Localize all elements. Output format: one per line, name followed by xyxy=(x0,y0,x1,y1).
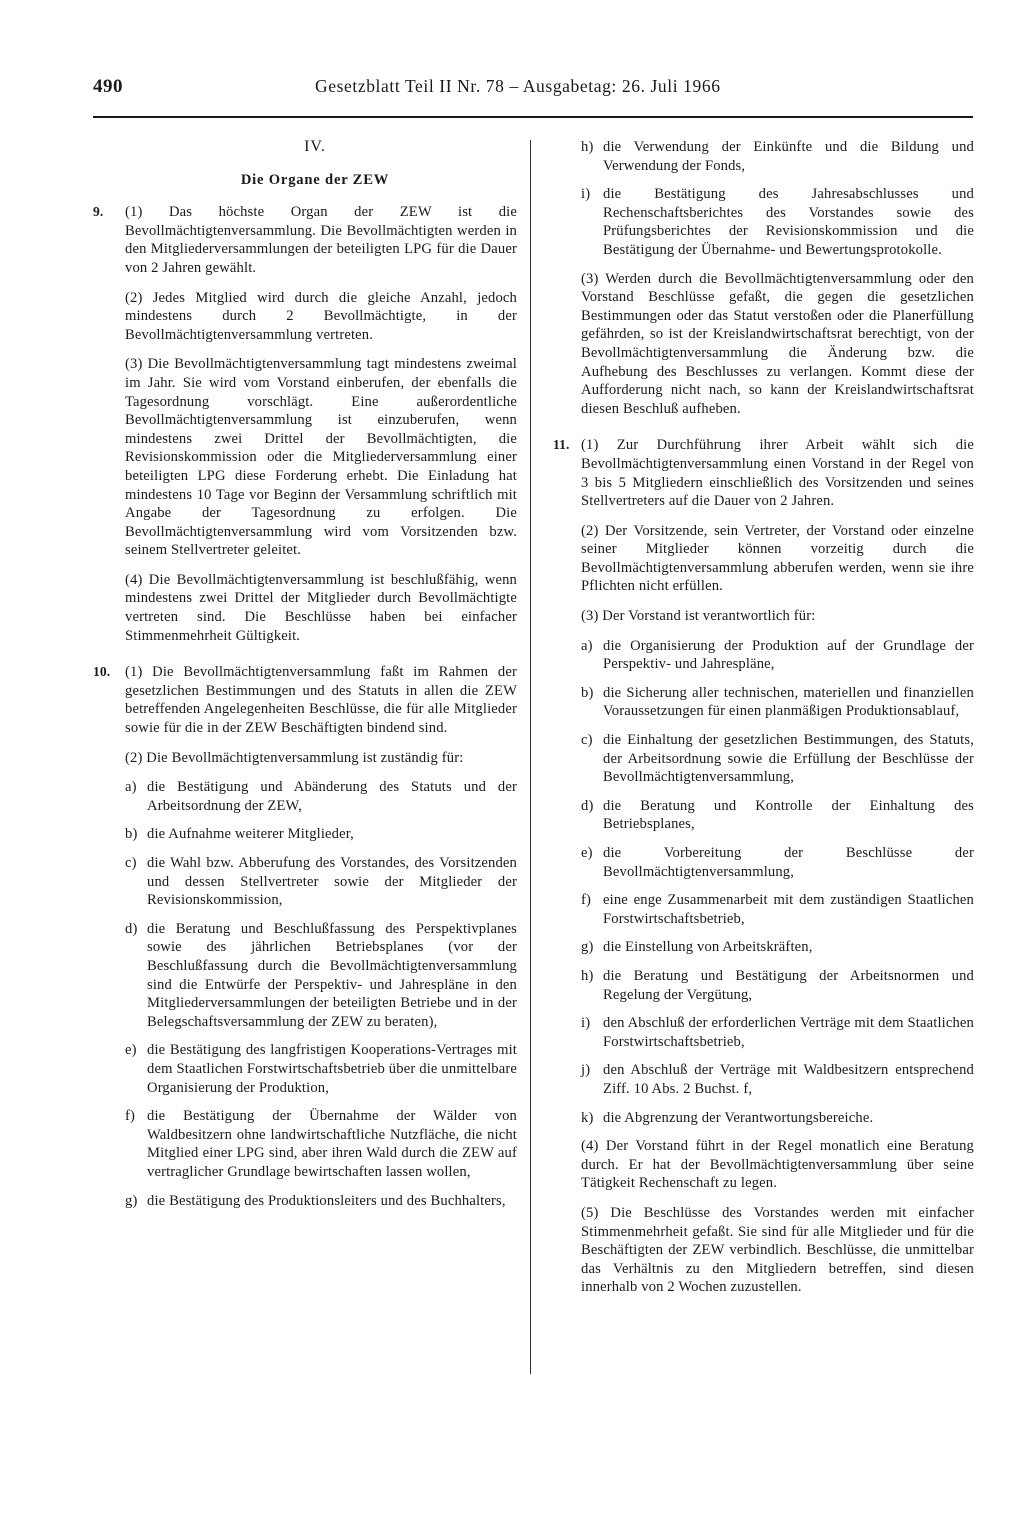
paragraph-11 xyxy=(553,436,974,510)
list-text: die Wahl bzw. Abberufung des Vorstandes, des Vorsitzenden und dessen Stellvertreter sowie der Mitglieder der Revisionskommission, xyxy=(147,855,517,909)
list-label: b) xyxy=(125,826,138,843)
list-item xyxy=(553,844,974,881)
page-header xyxy=(93,76,963,106)
list-label: h) xyxy=(581,967,594,984)
list-item xyxy=(93,825,517,844)
list-label: g) xyxy=(581,939,594,956)
header-rule xyxy=(93,116,973,118)
list-text: die Einhaltung der gesetzlichen Bestimmungen, des Statuts, der Arbeitsordnung sowie die Erfüllung der Beschlüsse der Bevollmächtigtenversammlung, xyxy=(603,732,974,786)
list-text: die Vorbereitung der Beschlüsse der Bevollmächtigtenversammlung, xyxy=(603,845,974,880)
right-column xyxy=(553,138,974,1308)
list-text: die Bestätigung und Abänderung des Statuts und der Arbeitsordnung der ZEW, xyxy=(147,779,517,814)
list-text: die Beratung und Beschlußfassung des Perspektivplanes sowie des jährlichen Betriebsplanes (vor der Beschlußfassung durch die Bevollmächtigtenversammlung sind die Entwürfe der Perspektiv- und Jahrespläne in den Mitgliederversammlungen der beteiligten Betriebe und in der Belegschaftsversammlung der ZEW zu beraten), xyxy=(147,920,517,1030)
list-text: den Abschluß der erforderlichen Verträge mit dem Staatlichen Forstwirtschaftsbetrieb, xyxy=(603,1015,974,1050)
column-divider xyxy=(530,140,531,1374)
list-label: f) xyxy=(581,892,592,909)
subsection-11-3: (3) Der Vorstand ist verantwortlich für: xyxy=(581,608,816,625)
list-label: j) xyxy=(581,1062,591,1079)
subsection-10-3: (3) Werden durch die Bevollmächtigtenversammlung oder den Vorstand Beschlüsse gefaßt, die gegen die gesetzlichen Bestimmungen oder das Statut verstoßen oder die Planerfüllung gefährden, so ist der Kreislandwirtschaftsrat berechtigt, von der Bevollmächtigtenversammlung die Änderung bzw. die Aufhebung des Beschlusses zu verlangen. Kommt diese der Aufforderung nicht nach, so kann der Kreislandwirtschaftsrat diesen Beschluß aufheben. xyxy=(581,270,974,417)
list-label: g) xyxy=(125,1192,138,1209)
list-label: f) xyxy=(125,1108,136,1125)
list-item xyxy=(93,1107,517,1181)
list-label: c) xyxy=(125,855,137,871)
list-label: d) xyxy=(125,920,138,937)
gazette-title: Gesetzblatt Teil II Nr. 78 – Ausgabetag: 26. Juli 1966 xyxy=(315,76,721,96)
subsection-11-2: (2) Der Vorsitzende, sein Vertreter, der Vorstand oder einzelne seiner Mitglieder können vorzeitig durch die Bevollmächtigtenversammlung abberufen werden, wenn sie ihre Pflichten nicht erfüllen. xyxy=(581,522,974,595)
list-item xyxy=(553,637,974,674)
subsection-9-3: (3) Die Bevollmächtigtenversammlung tagt mindestens zweimal im Jahr. Sie wird vom Vorstand einberufen, der ebenfalls die Tagesordnung vorschlägt. Eine außerordentliche Bevollmächtigtenversammlung ist einzuberufen, wenn mindestens zwei Drittel der Bevollmächtigten, die Revisionskommission oder die Mitgliederversammlung einer beteiligten LPG diese Forderung erhebt. Die Einladung hat mindestens 10 Tage vor Beginn der Versammlung schriftlich mit Angabe der Tagesordnung zu erfolgen. Die Bevollmächtigtenversammlung wird vom Vorsitzenden bzw. seinem Stellvertreter geleitet. xyxy=(125,356,517,559)
paragraph-10 xyxy=(93,663,517,737)
list-text: die Abgrenzung der Verantwortungsbereiche. xyxy=(603,1109,874,1126)
list-item xyxy=(553,138,974,175)
subsection-11-5: (5) Die Beschlüsse des Vorstandes werden mit einfacher Stimmenmehrheit gefaßt. Sie sind für alle Mitglieder und für die Beschäftigten der ZEW verbindlich. Beschlüsse, die unmittelbar das Verhältnis zu den Mitgliedern betreffen, sind diesen innerhalb von 2 Wochen zuzustellen. xyxy=(581,1204,974,1296)
list-item xyxy=(553,1061,974,1098)
list-item xyxy=(553,1109,974,1128)
subsection-11-4: (4) Der Vorstand führt in der Regel monatlich eine Beratung durch. Er hat der Bevollmächtigtenversammlung über seine Tätigkeit Rechenschaft zu legen. xyxy=(581,1138,974,1192)
list-item xyxy=(553,731,974,787)
list-text: die Bestätigung des Produktionsleiters und des Buchhalters, xyxy=(147,1192,506,1209)
subsection-11-1: (1) Zur Durchführung ihrer Arbeit wählt sich die Bevollmächtigtenversammlung einen Vorstand in der Regel von 3 bis 5 Mitgliedern einschließlich des Vorsitzenden und seines Stellvertreters auf die Dauer von 2 Jahren. xyxy=(581,437,974,510)
subsection-9-2: (2) Jedes Mitglied wird durch die gleiche Anzahl, jedoch mindestens durch 2 Bevollmächtigte, in der Bevollmächtigtenversammlung vertreten. xyxy=(125,289,517,343)
list-item xyxy=(553,1014,974,1051)
left-column xyxy=(93,138,517,1220)
paragraph-number: 10. xyxy=(93,664,111,680)
list-text: die Sicherung aller technischen, materiellen und finanziellen Voraussetzungen für einen planmäßigen Produktionsablauf, xyxy=(603,684,974,720)
list-label: h) xyxy=(581,139,594,155)
list-item xyxy=(93,854,517,910)
list-text: die Bestätigung der Übernahme der Wälder von Waldbesitzern ohne landwirtschaftliche Nutzfläche, die nicht Mitglied einer LPG sind, aber ihren Wald durch die ZEW auf vertraglicher Grundlage bewirtschaften lassen wollen, xyxy=(147,1108,517,1180)
list-label: e) xyxy=(581,845,593,861)
list-text: die Bestätigung des langfristigen Kooperations-Vertrages mit dem Staatlichen Forstwirtschaftsbetrieb über die unmittelbare Organisierung der Produktion, xyxy=(147,1042,517,1096)
list-text: die Einstellung von Arbeitskräften, xyxy=(603,939,813,956)
subsection-9-4: (4) Die Bevollmächtigtenversammlung ist beschlußfähig, wenn mindestens zwei Drittel der Mitglieder durch Bevollmächtigte vertreten sind. Die Beschlüsse haben bei einfacher Stimmenmehrheit Gültigkeit. xyxy=(125,571,517,644)
list-text: die Beratung und Kontrolle der Einhaltung des Betriebsplanes, xyxy=(603,797,974,833)
list-item xyxy=(93,1041,517,1097)
page-number: 490 xyxy=(93,76,123,97)
list-label: c) xyxy=(581,732,593,749)
list-label: i) xyxy=(581,1015,591,1032)
list-item xyxy=(553,938,974,957)
list-text: die Beratung und Bestätigung der Arbeitsnormen und Regelung der Vergütung, xyxy=(603,967,974,1003)
subsection-10-2: (2) Die Bevollmächtigtenversammlung ist zuständig für: xyxy=(125,749,464,766)
list-label: a) xyxy=(581,637,593,654)
section-title: Die Organe der ZEW xyxy=(240,171,390,188)
paragraph-number: 9. xyxy=(93,204,104,220)
list-item xyxy=(93,920,517,1032)
list-item xyxy=(93,778,517,815)
list-text: die Verwendung der Einkünfte und die Bildung und Verwendung der Fonds, xyxy=(603,139,974,174)
subsection-10-1: (1) Die Bevollmächtigtenversammlung faßt im Rahmen der gesetzlichen Bestimmungen und des Statuts in allen die ZEW betreffenden Angelegenheiten Beschlüsse, die für alle Mitglieder sowie für die in der ZEW Beschäftigten bindend sind. xyxy=(125,664,517,737)
list-text: die Organisierung der Produktion auf der Grundlage der Perspektiv- und Jahrespläne, xyxy=(603,637,974,673)
paragraph-number: 11. xyxy=(553,437,570,453)
list-item xyxy=(553,185,974,259)
subsection-9-1: (1) Das höchste Organ der ZEW ist die Bevollmächtigtenversammlung. Die Bevollmächtigten werden in den Mitgliederversammlungen der beteiligten LPG für die Dauer von 2 Jahren gewählt. xyxy=(125,204,517,276)
paragraph-9 xyxy=(93,203,517,277)
section-number: IV. xyxy=(304,138,326,155)
list-item xyxy=(553,684,974,721)
list-label: b) xyxy=(581,684,594,701)
list-item xyxy=(553,797,974,834)
list-item xyxy=(553,891,974,928)
list-label: i) xyxy=(581,186,591,203)
list-item xyxy=(553,967,974,1004)
list-text: eine enge Zusammenarbeit mit dem zuständigen Staatlichen Forstwirtschaftsbetrieb, xyxy=(603,892,974,927)
list-text: die Aufnahme weiterer Mitglieder, xyxy=(147,826,354,843)
list-item xyxy=(93,1192,517,1211)
list-text: den Abschluß der Verträge mit Waldbesitzern entsprechend Ziff. 10 Abs. 2 Buchst. f, xyxy=(603,1062,974,1097)
list-label: a) xyxy=(125,779,137,796)
list-label: d) xyxy=(581,797,594,814)
list-label: k) xyxy=(581,1109,594,1126)
list-label: e) xyxy=(125,1042,137,1059)
list-text: die Bestätigung des Jahresabschlusses und Rechenschaftsberichtes des Vorstandes sowie des Prüfungsberichtes der Revisionskommission und die Bestätigung der Übernahme- und Bewertungsprotokolle. xyxy=(603,186,974,258)
